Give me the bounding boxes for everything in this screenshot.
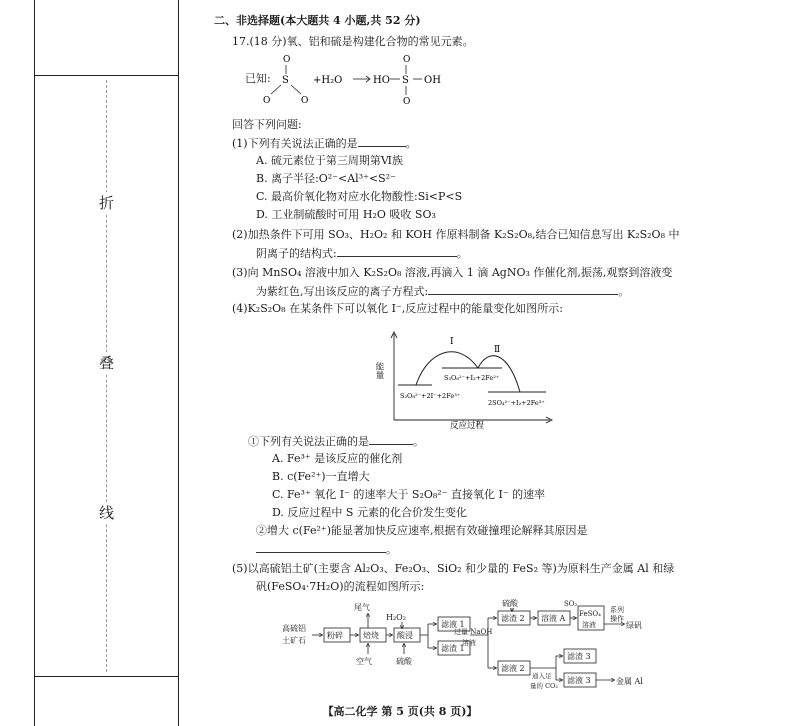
reaction-diagram bbox=[255, 50, 455, 110]
answer-intro: 回答下列问题: bbox=[232, 118, 302, 131]
flow-naoh-2: 溶液 bbox=[462, 639, 476, 647]
p1-end: 。 bbox=[405, 137, 417, 150]
product-o-bottom: O bbox=[403, 97, 411, 107]
flow-filtrate-2: 滤液 2 bbox=[501, 664, 525, 673]
flow-grind: 粉碎 bbox=[327, 631, 343, 640]
product-o-top: O bbox=[403, 55, 411, 65]
p4-sub2-line bbox=[256, 542, 397, 557]
question-17-stem: 17.(18 分)氧、铝和硫是构建化合物的常见元素。 bbox=[232, 35, 474, 48]
flow-solution-a: 溶液 A bbox=[541, 614, 566, 623]
reactant-o-left: O bbox=[263, 96, 271, 106]
fold-char-1: 折 bbox=[99, 194, 115, 212]
p1-option-c: C. 最高价氧化物对应水化物酸性:Si<P<S bbox=[256, 190, 463, 203]
p1-option-b: B. 离子半径:O²⁻<Al³⁺<S²⁻ bbox=[256, 172, 396, 185]
flow-acid-leach: 酸浸 bbox=[397, 631, 413, 640]
energy-diagram bbox=[370, 330, 560, 430]
flow-feso4-2: 溶液 bbox=[582, 621, 596, 629]
p4-sub2-end: 。 bbox=[386, 543, 397, 556]
flow-roast: 焙烧 bbox=[363, 631, 379, 640]
p4-option-a: A. Fe³⁺ 是该反应的催化剂 bbox=[272, 452, 403, 465]
p1-option-d: D. 工业制硫酸时可用 H₂O 吸收 SO₃ bbox=[256, 208, 436, 221]
p4-stem: (4)K₂S₂O₈ 在某条件下可以氧化 I⁻,反应过程中的能量变化如图所示: bbox=[232, 302, 563, 315]
reactant-o-right: O bbox=[301, 96, 309, 106]
p3-answer-blank[interactable] bbox=[428, 284, 618, 295]
p5-line1: (5)以高硫铝土矿(主要含 Al₂O₃、Fe₂O₃、SiO₂ 和少量的 FeS₂ 等)为原料生产金属 Al 和绿 bbox=[232, 562, 675, 575]
intermediate-label: S₂O₈²⁻+I₂+2Fe²⁺ bbox=[444, 374, 500, 382]
p4-sub1-line bbox=[248, 434, 424, 449]
products-label: 2SO₄²⁻+I₂+2Fe³⁺ bbox=[488, 399, 545, 407]
flow-ore-2: 土矿石 bbox=[282, 636, 306, 645]
flow-co2-1: 通入足 bbox=[532, 672, 552, 680]
plus-water: +H₂O bbox=[313, 75, 343, 86]
flow-air: 空气 bbox=[356, 657, 372, 666]
flow-green-vitriol: 绿矾 bbox=[626, 621, 642, 630]
p4-sub1-end: 。 bbox=[413, 435, 424, 448]
p1-stem: (1)下列有关说法正确的是 bbox=[232, 137, 358, 150]
p2-line1: (2)加热条件下可用 SO₃、H₂O₂ 和 KOH 作原料制备 K₂S₂O₈,结合已知信息写出 K₂S₂O₈ 中 bbox=[232, 228, 680, 241]
p3-line2: 为紫红色,写出该反应的离子方程式: bbox=[256, 285, 429, 298]
p2-end: 。 bbox=[456, 247, 468, 260]
energy-xlabel: 反应过程 bbox=[450, 421, 485, 430]
p4-option-d: D. 反应过程中 S 元素的化合价发生变化 bbox=[272, 506, 467, 519]
p1-option-a: A. 硫元素位于第三周期第Ⅵ族 bbox=[256, 154, 404, 167]
reactant-o-top: O bbox=[283, 55, 291, 65]
p2-line2: 阴离子的结构式: bbox=[256, 247, 337, 260]
p4-sub2-stem: ②增大 c(Fe²⁺)能显著加快反应速率,根据有效碰撞理论解释其原因是 bbox=[256, 524, 588, 537]
flow-series-1: 系列 bbox=[610, 606, 624, 614]
flow-feso4-1: FeSO₄ bbox=[579, 610, 601, 618]
product-ho: HO bbox=[373, 75, 390, 86]
p4-option-c: C. Fe³⁺ 氧化 I⁻ 的速率大于 S₂O₈²⁻ 直接氧化 I⁻ 的速率 bbox=[272, 488, 546, 501]
known-label: 已知: bbox=[245, 72, 271, 85]
process-flowchart bbox=[280, 598, 660, 696]
flow-residue-3: 滤渣 3 bbox=[567, 652, 591, 661]
p1-stem-line bbox=[232, 136, 417, 151]
page-footer: 【高二化学 第 5 页(共 8 页)】 bbox=[322, 705, 478, 718]
p1-answer-blank[interactable] bbox=[358, 136, 406, 147]
fold-dashed-line bbox=[106, 80, 107, 672]
margin-bottom-divider bbox=[34, 676, 178, 677]
flow-co2-2: 量的 CO₂ bbox=[530, 682, 558, 690]
p3-line1: (3)向 MnSO₄ 溶液中加入 K₂S₂O₈ 溶液,再滴入 1 滴 AgNO₃ 作催化剂,振荡,观察到溶液变 bbox=[232, 266, 673, 279]
reactants-label: S₂O₈²⁻+2I⁻+2Fe³⁺ bbox=[400, 392, 461, 400]
flow-metal-al: 金属 Al bbox=[616, 677, 643, 686]
fold-char-3: 线 bbox=[99, 504, 115, 522]
flow-residue-2a: 滤渣 2 bbox=[501, 614, 525, 623]
margin-left-border bbox=[34, 0, 35, 726]
p4-sub2-answer-blank[interactable] bbox=[256, 542, 386, 553]
p2-line2-wrap bbox=[256, 246, 468, 261]
product-oh: OH bbox=[424, 75, 441, 86]
peak1-label: Ⅰ bbox=[450, 337, 454, 347]
p3-end: 。 bbox=[618, 285, 630, 298]
flow-filtrate-1: 滤液 1 bbox=[441, 620, 465, 629]
p4-option-b: B. c(Fe²⁺)一直增大 bbox=[272, 470, 370, 483]
section-title: 二、非选择题(本大题共 4 小题,共 52 分) bbox=[214, 14, 421, 27]
peak2-label: Ⅱ bbox=[494, 345, 501, 355]
p4-sub1-answer-blank[interactable] bbox=[369, 434, 413, 445]
flow-h2o2: H₂O₂ bbox=[386, 613, 406, 622]
margin-top-divider bbox=[34, 75, 178, 76]
flow-series-2: 操作 bbox=[610, 615, 624, 623]
flow-filtrate-3: 滤液 3 bbox=[567, 676, 591, 685]
product-s: S bbox=[402, 75, 409, 86]
fold-char-2: 叠 bbox=[99, 354, 115, 372]
flow-ore-1: 高硫铝 bbox=[282, 624, 306, 633]
flow-so2: SO₂ bbox=[564, 600, 578, 608]
flow-residue-1: 滤渣 1 bbox=[441, 644, 465, 653]
energy-ylabel: 能量 bbox=[374, 362, 384, 379]
flow-naoh-1: 过量 NaOH bbox=[454, 628, 493, 636]
flow-sulfuric-1: 硫酸 bbox=[396, 657, 412, 666]
p3-line2-wrap bbox=[256, 284, 629, 299]
flow-tail-gas: 尾气 bbox=[354, 603, 370, 612]
p2-answer-blank[interactable] bbox=[337, 246, 457, 257]
flow-sulfuric-2: 硫酸 bbox=[502, 599, 518, 608]
reactant-s: S bbox=[282, 75, 289, 86]
margin-right-border bbox=[178, 0, 179, 726]
p5-line2: 矾(FeSO₄·7H₂O)的流程如图所示: bbox=[256, 580, 425, 593]
p4-sub1-stem: ①下列有关说法正确的是 bbox=[248, 435, 369, 448]
